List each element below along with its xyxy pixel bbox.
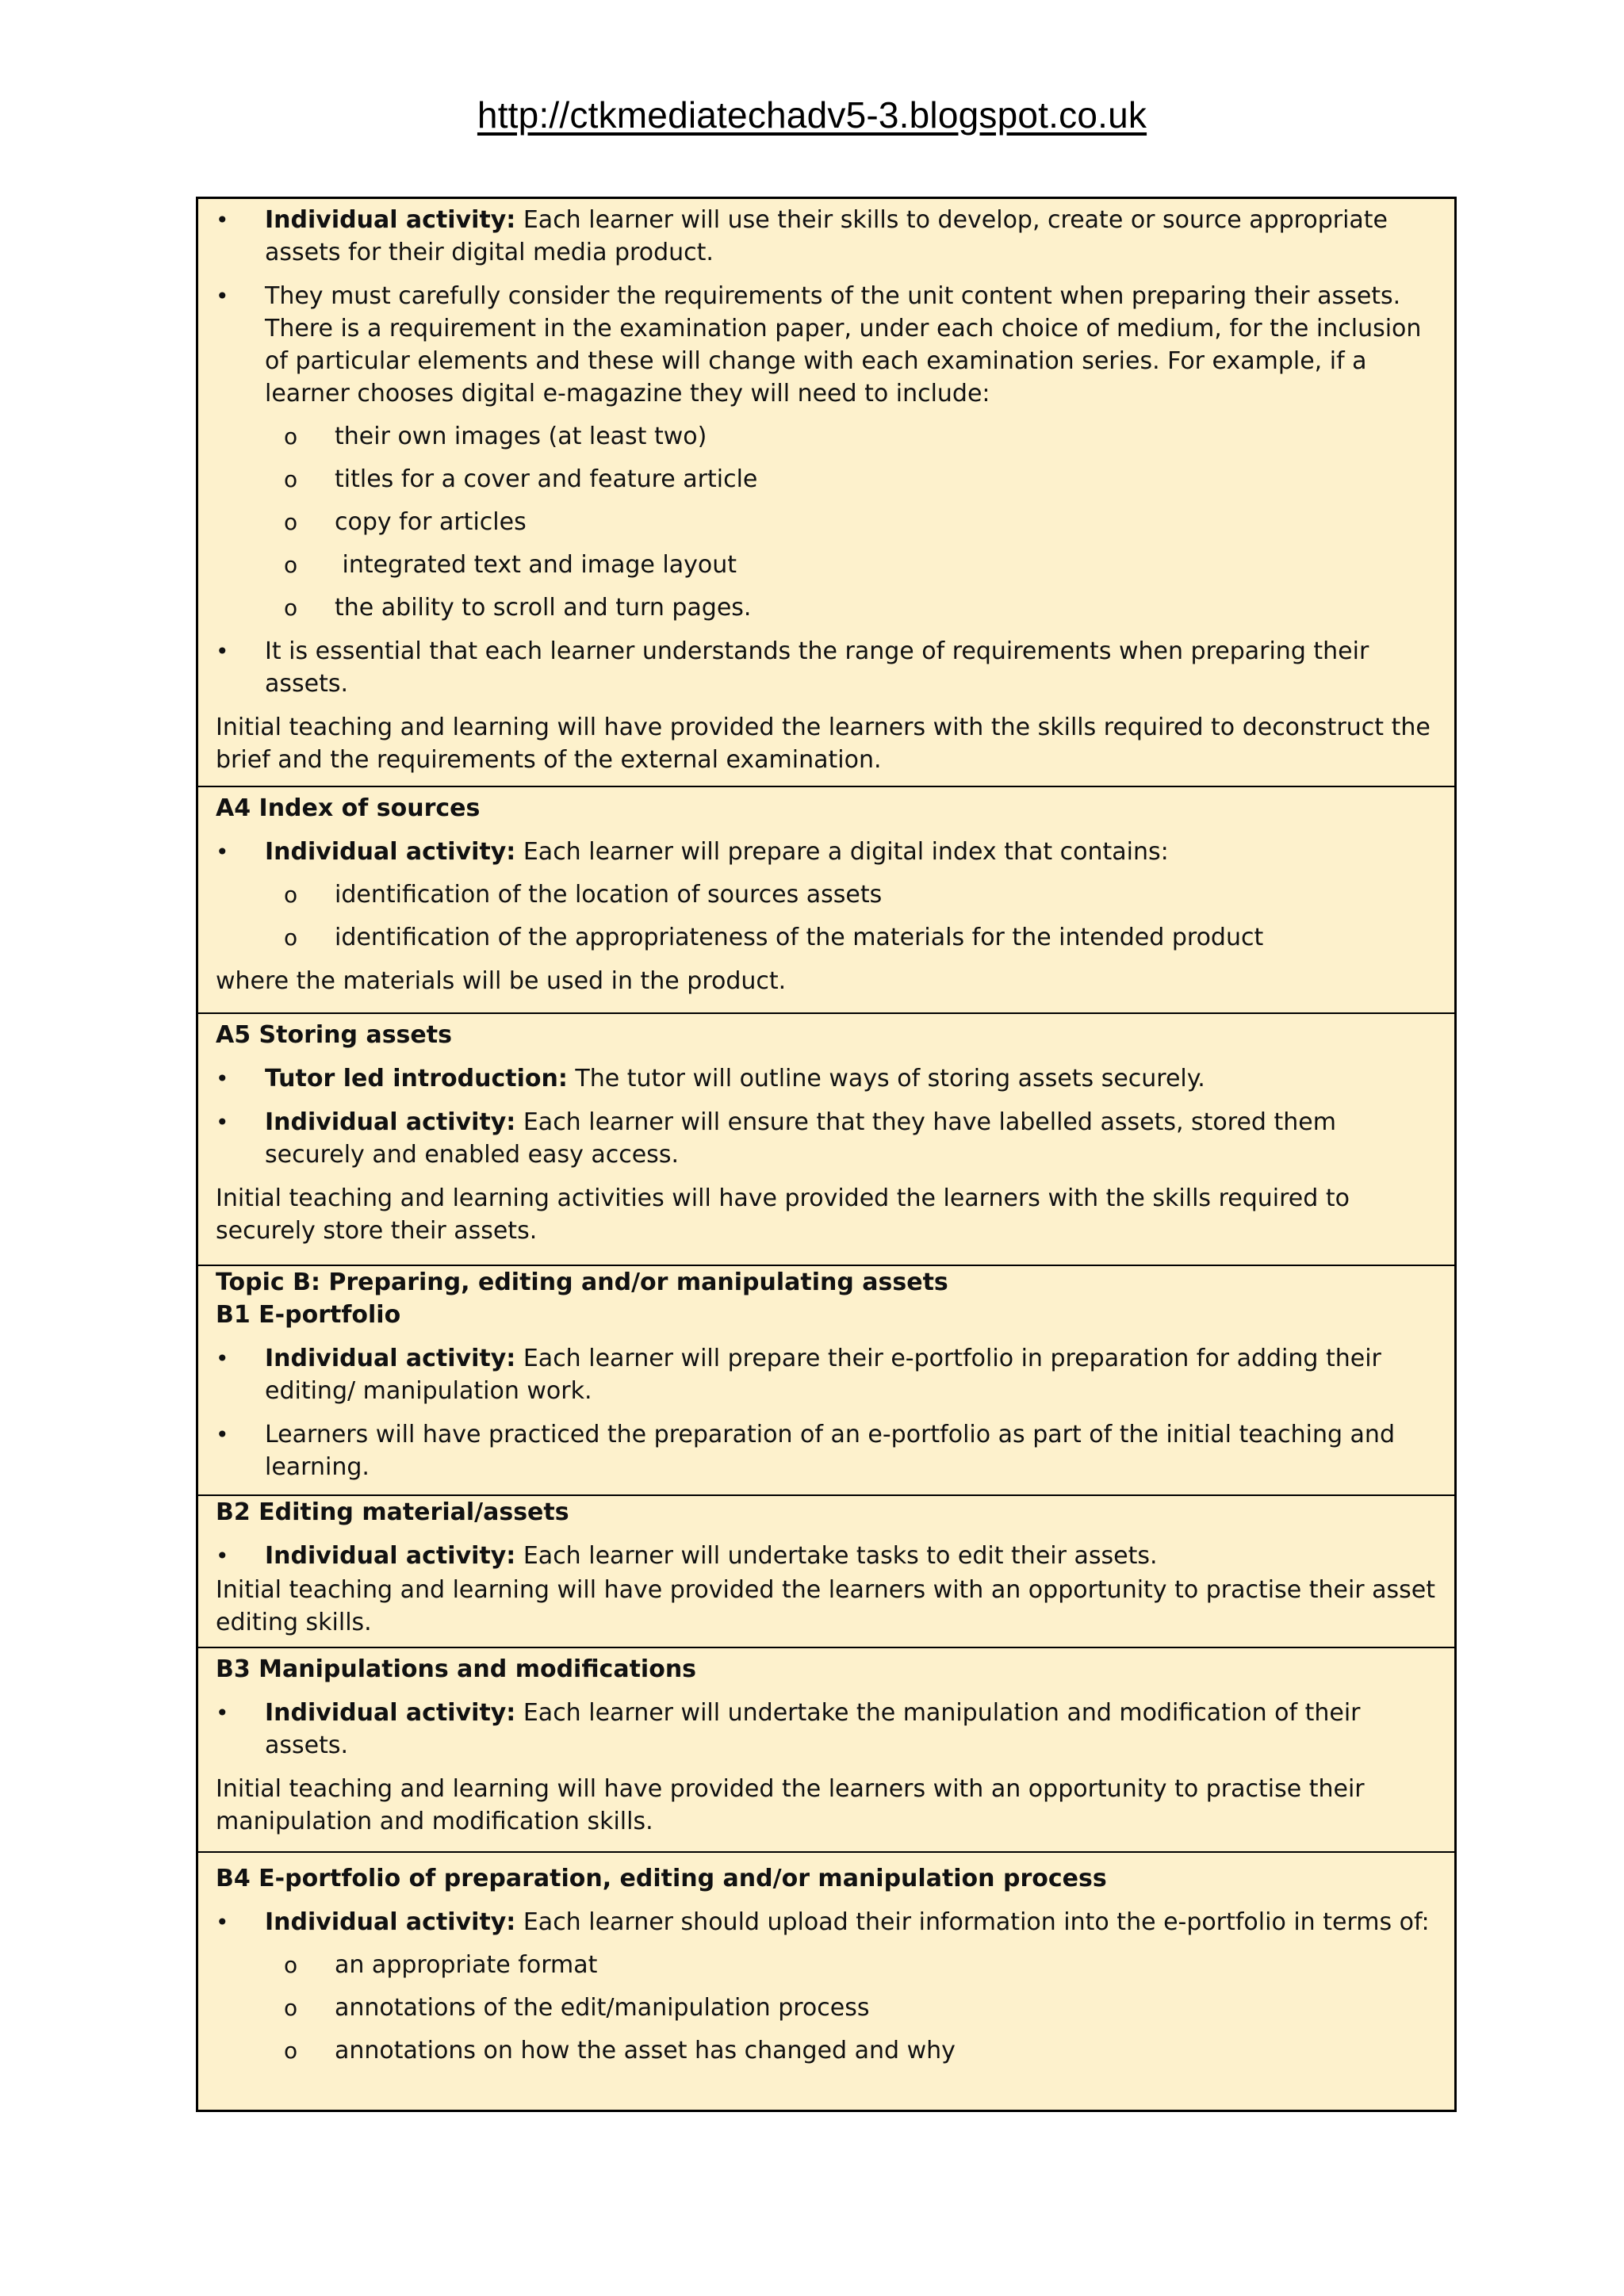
section-heading: B3 Manipulations and modifications bbox=[216, 1655, 697, 1683]
sub-item: o identification of the appropriateness of the materials for the intended product bbox=[216, 921, 1438, 954]
bullet-icon: • bbox=[216, 1422, 229, 1448]
content-table bbox=[196, 197, 1457, 2112]
sub-bullet-icon: o bbox=[284, 466, 298, 492]
bullet-icon: • bbox=[216, 839, 229, 865]
bullet-item: • It is essential that each learner understands the range of requirements when preparing their assets. bbox=[216, 635, 1438, 700]
bullet-icon: • bbox=[216, 1909, 229, 1935]
sub-item: o the ability to scroll and turn pages. bbox=[216, 591, 1438, 624]
bullet-icon: • bbox=[216, 207, 229, 233]
bullet-icon: • bbox=[216, 1066, 229, 1092]
sub-bullet-icon: o bbox=[284, 2038, 298, 2064]
bullet-item: • Learners will have practiced the preparation of an e-portfolio as part of the initial teaching and learning. bbox=[216, 1418, 1438, 1483]
sub-item: o their own images (at least two) bbox=[216, 420, 1438, 453]
bullet-icon: • bbox=[216, 1109, 229, 1135]
section-b1 bbox=[198, 1265, 1454, 1494]
sub-bullet-icon: o bbox=[284, 882, 298, 908]
section-paragraph: Initial teaching and learning will have provided the learners with the skills required to deconstruct the brief and the requirements of the external examination. bbox=[216, 714, 1431, 774]
section-paragraph: Initial teaching and learning activities will have provided the learners with the skills required to securely store their assets. bbox=[216, 1184, 1350, 1245]
section-b4 bbox=[198, 1851, 1454, 2110]
sub-item: o an appropriate format bbox=[216, 1949, 1438, 1981]
sub-item: o identification of the location of sources assets bbox=[216, 878, 1438, 911]
section-b2 bbox=[198, 1494, 1454, 1647]
page-url[interactable]: http://ctkmediatechadv5-3.blogspot.co.uk bbox=[477, 94, 1147, 136]
sub-item: o annotations of the edit/manipulation process bbox=[216, 1992, 1438, 2024]
sub-bullet-icon: o bbox=[284, 924, 298, 951]
section-heading: B2 Editing material/assets bbox=[216, 1498, 569, 1526]
bullet-item: • Individual activity: Each learner will use their skills to develop, create or source appropriate assets for their digital media product. bbox=[216, 204, 1438, 269]
bullet-icon: • bbox=[216, 638, 229, 664]
bullet-icon: • bbox=[216, 1700, 229, 1726]
section-heading: A4 Index of sources bbox=[216, 794, 481, 822]
bullet-item: • They must carefully consider the requirements of the unit content when preparing their assets. There is a requirement in the examination paper, under each choice of medium, for the inclusion of particular elements and these will change with each examination series. For example, if a learner chooses digital e-magazine they will need to include: bbox=[216, 280, 1438, 410]
bullet-icon: • bbox=[216, 283, 229, 309]
sub-item: o titles for a cover and feature article bbox=[216, 463, 1438, 496]
bullet-item: • Individual activity: Each learner will prepare their e-portfolio in preparation for adding their editing/ manipulation work. bbox=[216, 1342, 1438, 1407]
section-a5 bbox=[198, 1012, 1454, 1265]
section-heading: B1 E-portfolio bbox=[216, 1301, 401, 1329]
sub-item: o annotations on how the asset has changed and why bbox=[216, 2034, 1438, 2067]
bullet-item: • Individual activity: Each learner will undertake tasks to edit their assets. bbox=[216, 1540, 1438, 1572]
section-paragraph: where the materials will be used in the product. bbox=[216, 967, 787, 995]
bullet-item: • Tutor led introduction: The tutor will outline ways of storing assets securely. bbox=[216, 1062, 1438, 1095]
bullet-item: • Individual activity: Each learner will undertake the manipulation and modification of their assets. bbox=[216, 1697, 1438, 1762]
bullet-item: • Individual activity: Each learner should upload their information into the e-portfolio in terms of: bbox=[216, 1906, 1438, 1938]
sub-bullet-icon: o bbox=[284, 552, 298, 578]
bullet-icon: • bbox=[216, 1543, 229, 1569]
bullet-item: • Individual activity: Each learner will prepare a digital index that contains: bbox=[216, 836, 1438, 868]
sub-bullet-icon: o bbox=[284, 423, 298, 450]
section-heading: B4 E-portfolio of preparation, editing and/or manipulation process bbox=[216, 1865, 1107, 1892]
topic-heading: Topic B: Preparing, editing and/or manipulating assets bbox=[216, 1269, 948, 1296]
section-b3 bbox=[198, 1647, 1454, 1851]
sub-bullet-icon: o bbox=[284, 509, 298, 535]
bullet-icon: • bbox=[216, 1345, 229, 1372]
sub-bullet-icon: o bbox=[284, 595, 298, 621]
section-paragraph: Initial teaching and learning will have provided the learners with an opportunity to practise their manipulation and modification skills. bbox=[216, 1775, 1365, 1835]
section-heading: A5 Storing assets bbox=[216, 1021, 452, 1049]
section-paragraph: Initial teaching and learning will have provided the learners with an opportunity to practise their asset editing skills. bbox=[216, 1576, 1436, 1636]
section-a4 bbox=[198, 786, 1454, 1012]
bullet-item: • Individual activity: Each learner will ensure that they have labelled assets, stored them securely and enabled easy access. bbox=[216, 1106, 1438, 1171]
sub-bullet-icon: o bbox=[284, 1952, 298, 1978]
sub-item: o integrated text and image layout bbox=[216, 549, 1438, 581]
sub-bullet-icon: o bbox=[284, 1995, 298, 2021]
sub-item: o copy for articles bbox=[216, 506, 1438, 538]
section-assets-development bbox=[198, 199, 1454, 786]
